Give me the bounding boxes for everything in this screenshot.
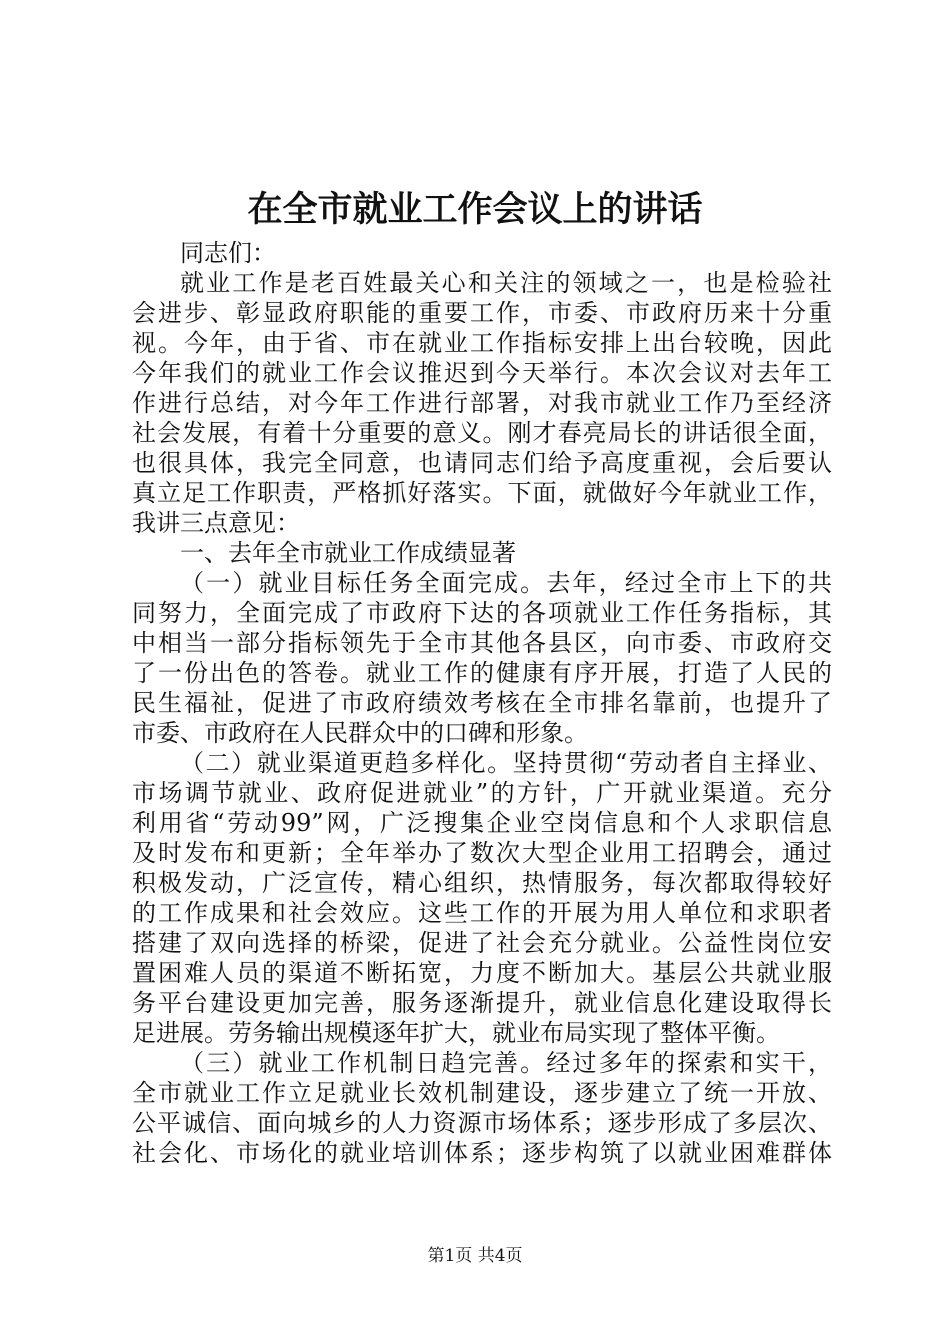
- page-footer: 第1页 共4页: [427, 1246, 523, 1266]
- text-line: 同努力，全面完成了市政府下达的各项就业工作任务指标，其: [132, 599, 832, 627]
- document-title: 在全市就业工作会议上的讲话: [247, 189, 703, 230]
- text-line: 社会化、市场化的就业培训体系；逐步构筑了以就业困难群体: [132, 1139, 832, 1167]
- text-line: 市委、市政府在人民群众中的口碑和形象。: [132, 719, 588, 747]
- text-line: 一、去年全市就业工作成绩显著: [180, 539, 516, 567]
- text-line: 也很具体，我完全同意，也请同志们给予高度重视，会后要认: [132, 449, 832, 477]
- text-line: 市场调节就业、政府促进就业”的方针，广开就业渠道。充分: [132, 779, 832, 807]
- document-body: [132, 238, 832, 1168]
- text-line: 公平诚信、面向城乡的人力资源市场体系；逐步形成了多层次、: [132, 1109, 832, 1137]
- text-line: 民生福祉，促进了市政府绩效考核在全市排名靠前，也提升了: [132, 689, 832, 717]
- text-line: 真立足工作职责，严格抓好落实。下面，就做好今年就业工作，: [132, 479, 832, 507]
- text-line: 利用省“劳动99”网，广泛搜集企业空岗信息和个人求职信息: [132, 809, 832, 837]
- text-line: 就业工作是老百姓最关心和关注的领域之一，也是检验社: [180, 269, 832, 297]
- text-line: 搭建了双向选择的桥梁，促进了社会充分就业。公益性岗位安: [132, 929, 832, 957]
- text-line: 会进步、彰显政府职能的重要工作，市委、市政府历来十分重: [132, 299, 832, 327]
- text-line: 足进展。劳务输出规模逐年扩大，就业布局实现了整体平衡。: [132, 1019, 780, 1047]
- text-line: （一）就业目标任务全面完成。去年，经过全市上下的共: [180, 569, 832, 597]
- text-line: 作进行总结，对今年工作进行部署，对我市就业工作乃至经济: [132, 389, 832, 417]
- text-line: （三）就业工作机制日趋完善。经过多年的探索和实干，: [180, 1049, 832, 1077]
- text-line: 了一份出色的答卷。就业工作的健康有序开展，打造了人民的: [132, 659, 832, 687]
- text-line: 全市就业工作立足就业长效机制建设，逐步建立了统一开放、: [132, 1079, 832, 1107]
- text-line: （二）就业渠道更趋多样化。坚持贯彻“劳动者自主择业、: [180, 749, 832, 777]
- text-line: 的工作成果和社会效应。这些工作的开展为用人单位和求职者: [132, 899, 832, 927]
- text-line: 务平台建设更加完善，服务逐渐提升，就业信息化建设取得长: [132, 989, 832, 1017]
- text-line: 视。今年，由于省、市在就业工作指标安排上出台较晚，因此: [132, 329, 832, 357]
- text-line: 置困难人员的渠道不断拓宽，力度不断加大。基层公共就业服: [132, 959, 832, 987]
- text-line: 今年我们的就业工作会议推迟到今天举行。本次会议对去年工: [132, 359, 832, 387]
- text-line: 中相当一部分指标领先于全市其他各县区，向市委、市政府交: [132, 629, 832, 657]
- text-line: 同志们：: [180, 239, 276, 267]
- text-line: 及时发布和更新；全年举办了数次大型企业用工招聘会，通过: [132, 839, 832, 867]
- text-line: 社会发展，有着十分重要的意义。刚才春亮局长的讲话很全面，: [132, 419, 832, 447]
- text-line: 我讲三点意见：: [132, 509, 300, 537]
- text-line: 积极发动，广泛宣传，精心组织，热情服务，每次都取得较好: [132, 869, 832, 897]
